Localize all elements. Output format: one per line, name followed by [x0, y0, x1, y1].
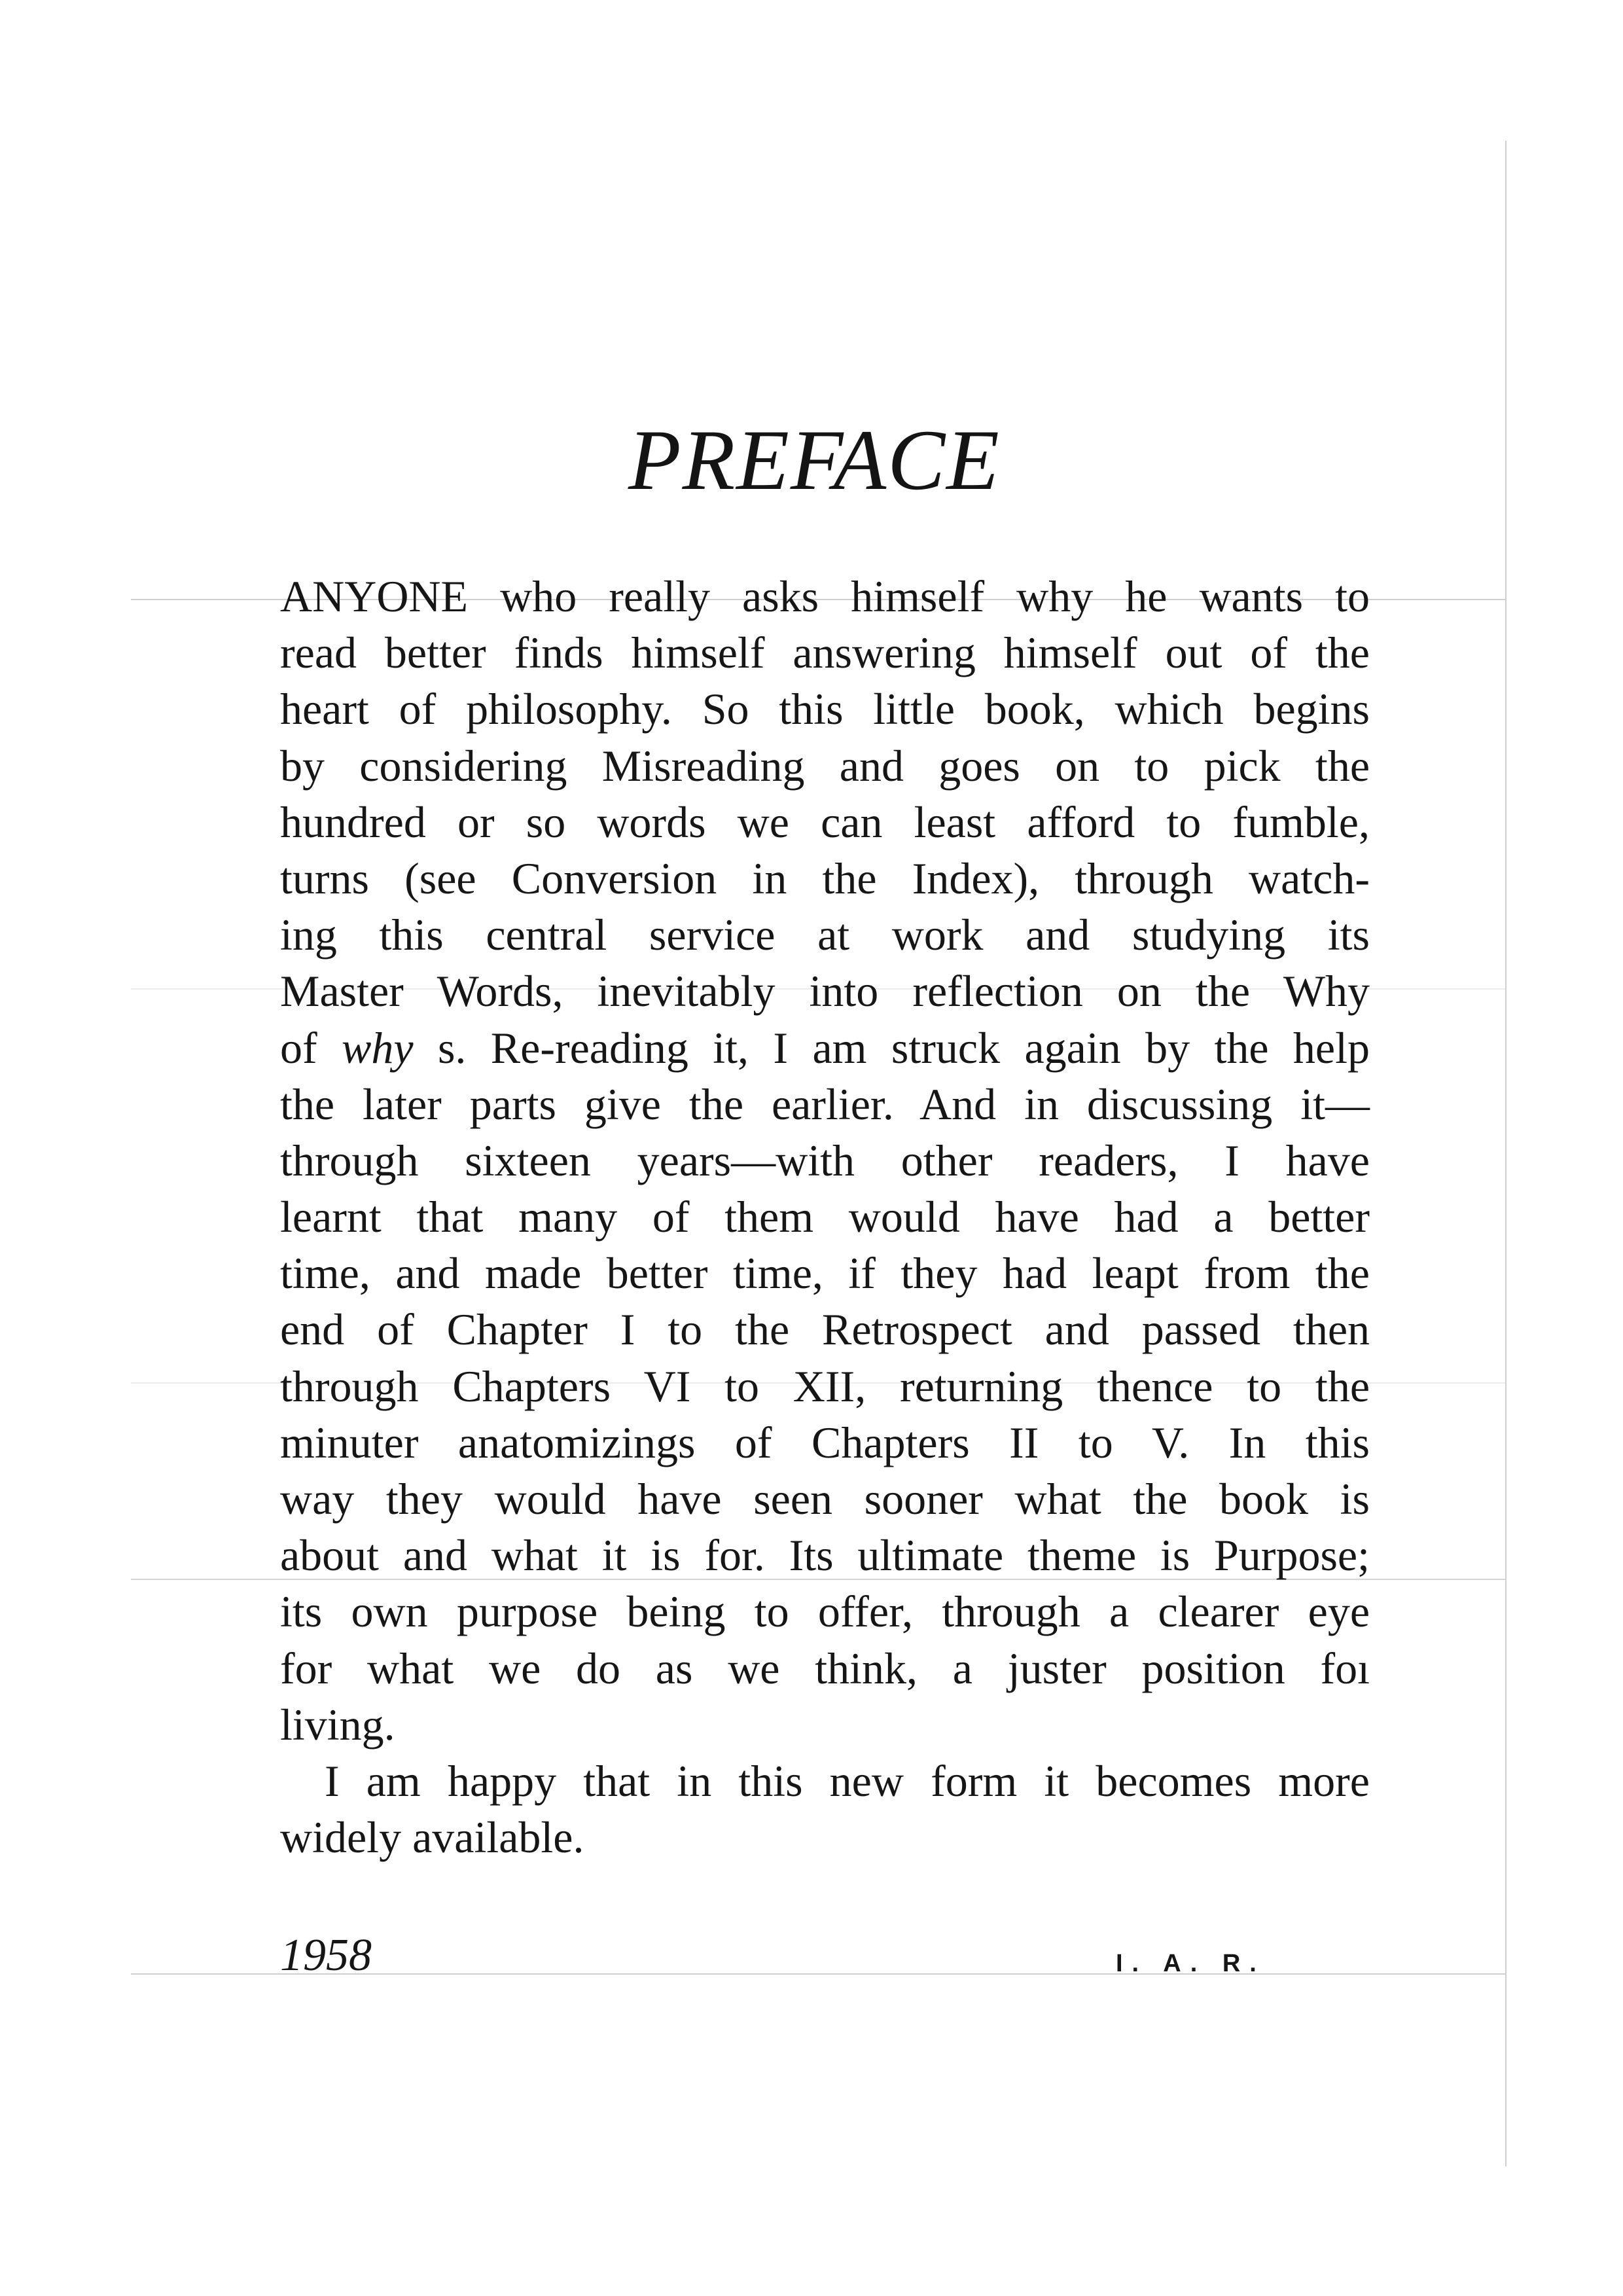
paragraph-1: [280, 568, 1370, 1753]
text-line: end of Chapter I to the Retrospect and passed then: [280, 1304, 1370, 1355]
text-line: by considering Misreading and goes on to pick the: [280, 740, 1370, 791]
text-line: about and what it is for. Its ultimate theme is Purpose;: [280, 1530, 1370, 1581]
text-segment: s. Re-reading it, I am struck again by the help: [413, 1022, 1370, 1073]
text-segment: of: [280, 1022, 342, 1073]
text-line: ANYONE who really asks himself why he wants to: [280, 571, 1370, 621]
text-line: its own purpose being to offer, through a clearer eye: [280, 1587, 1370, 1637]
text-line: read better finds himself answering himself out of the: [280, 628, 1370, 678]
preface-date: 1958: [280, 1930, 372, 1981]
text-line: Master Words, inevitably into reflection on the Why: [280, 966, 1370, 1016]
scan-edge-vertical-rule: [1505, 141, 1507, 2166]
text-line: widely available.: [280, 1812, 584, 1863]
text-line: for what we do as we think, a juster position foı: [280, 1643, 1370, 1693]
text-line: learnt that many of them would have had a better: [280, 1192, 1370, 1242]
text-line: way they would have seen sooner what the book is: [280, 1474, 1370, 1524]
author-initials: I. A. R.: [1116, 1950, 1266, 1977]
text-line: through Chapters VI to XII, returning thence to the: [280, 1361, 1370, 1411]
text-line: I am happy that in this new form it becomes more: [325, 1755, 1370, 1806]
text-line: the later parts give the earlier. And in discussing it—: [280, 1079, 1370, 1129]
text-line: ing this central service at work and studying its: [280, 910, 1370, 960]
text-line: minuter anatomizings of Chapters II to V. In this: [280, 1417, 1370, 1467]
italic-word: why: [342, 1022, 414, 1073]
text-line: through sixteen years—with other readers, I have: [280, 1135, 1370, 1185]
text-line: time, and made better time, if they had leapt from the: [280, 1248, 1370, 1299]
text-line: turns (see Conversion in the Index), through watch-: [280, 853, 1370, 903]
page-title: PREFACE: [628, 412, 1001, 508]
text-line: [280, 1020, 1370, 1076]
text-line: hundred or so words we can least afford to fumble,: [280, 797, 1370, 847]
paragraph-2: [280, 1753, 1370, 1865]
preface-body: [280, 568, 1370, 1865]
text-line: heart of philosophy. So this little book, which begins: [280, 684, 1370, 734]
text-line: living.: [280, 1699, 395, 1749]
